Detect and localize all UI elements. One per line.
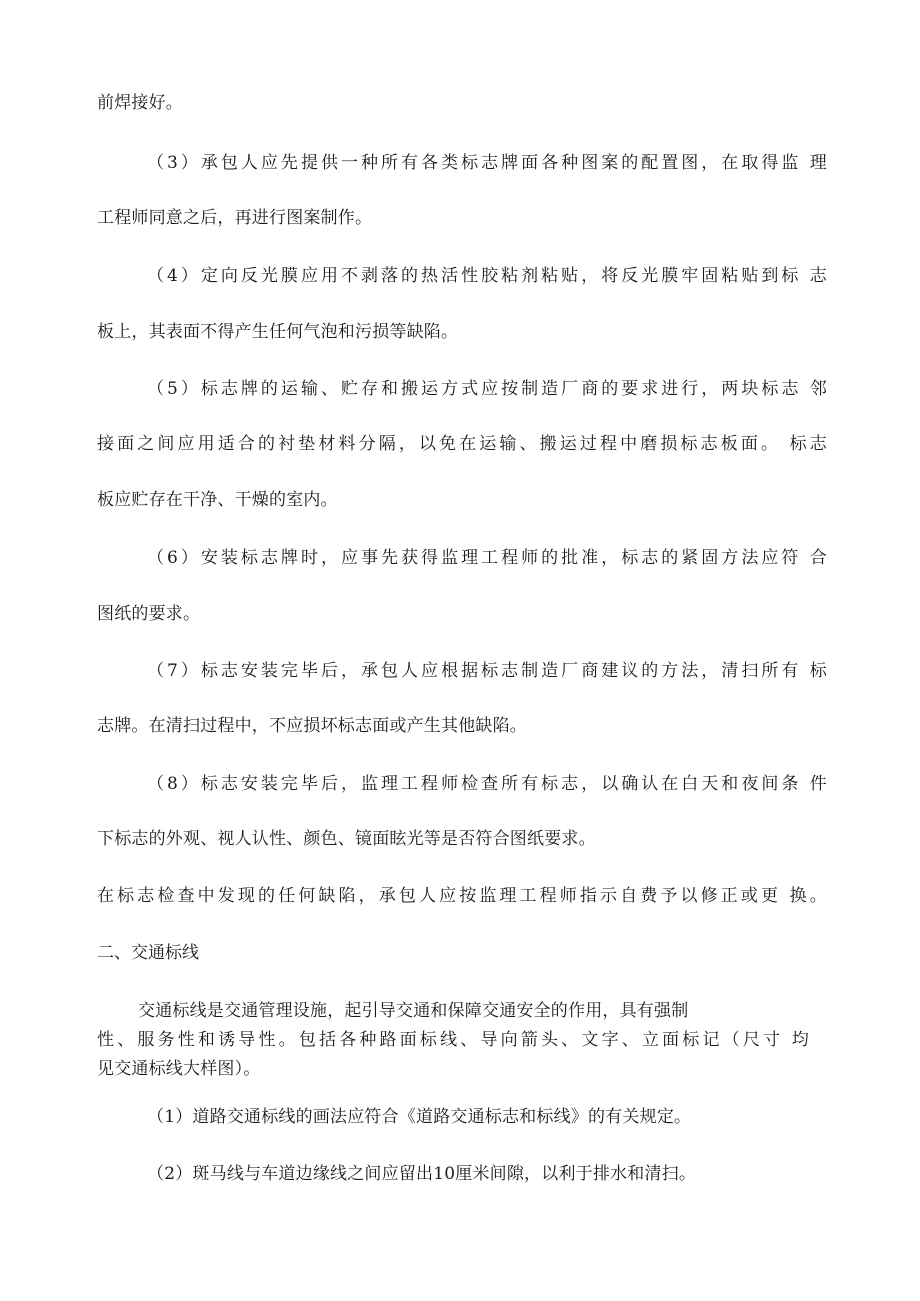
text-line: 接面之间应用适合的衬垫材料分隔，以免在运输、搬运过程中磨损标志板面。 标志 xyxy=(97,434,827,454)
section-heading: 二、交通标线 xyxy=(97,943,199,963)
text-line: （6）安装标志牌时，应事先获得监理工程师的批准，标志的紧固方法应符 合 xyxy=(147,548,827,568)
text-line: 志牌。在清扫过程中，不应损坏标志面或产生其他缺陷。 xyxy=(97,716,527,736)
text-line: 见交通标线大样图）。 xyxy=(97,1059,261,1079)
text-line: （2）斑马线与车道边缘线之间应留出10厘米间隙，以利于排水和清扫。 xyxy=(147,1164,697,1184)
text-line: （5）标志牌的运输、贮存和搬运方式应按制造厂商的要求进行，两块标志 邻 xyxy=(147,379,827,399)
text-line: 前焊接好。 xyxy=(97,93,183,113)
text-line: 图纸的要求。 xyxy=(97,604,201,624)
text-line: （3）承包人应先提供一种所有各类标志牌面各种图案的配置图，在取得监 理 xyxy=(147,153,827,173)
text-line: 在标志检查中发现的任何缺陷，承包人应按监理工程师指示自费予以修正或更 换。 xyxy=(97,886,827,906)
text-line: 工程师同意之后，再进行图案制作。 xyxy=(97,208,373,228)
text-line: 下标志的外观、视人认性、颜色、镜面眩光等是否符合图纸要求。 xyxy=(97,829,596,849)
text-line: 板上，其表面不得产生任何气泡和污损等缺陷。 xyxy=(97,322,459,342)
text-line: （4）定向反光膜应用不剥落的热活性胶粘剂粘贴，将反光膜牢固粘贴到标 志 xyxy=(147,266,827,286)
text-line: 交通标线是交通管理设施，起引导交通和保障交通安全的作用，具有强制 xyxy=(138,1001,689,1021)
text-line: 性、服务性和诱导性。包括各种路面标线、导向箭头、文字、立面标记（尺寸 均 xyxy=(97,1030,809,1050)
text-line: （8）标志安装完毕后，监理工程师检查所有标志，以确认在白天和夜间条 件 xyxy=(147,774,827,794)
text-line: （1）道路交通标线的画法应符合《道路交通标志和标线》的有关规定。 xyxy=(147,1107,692,1127)
text-line: （7）标志安装完毕后，承包人应根据标志制造厂商建议的方法，清扫所有 标 xyxy=(147,661,827,681)
text-line: 板应贮存在干净、干燥的室内。 xyxy=(97,490,338,510)
